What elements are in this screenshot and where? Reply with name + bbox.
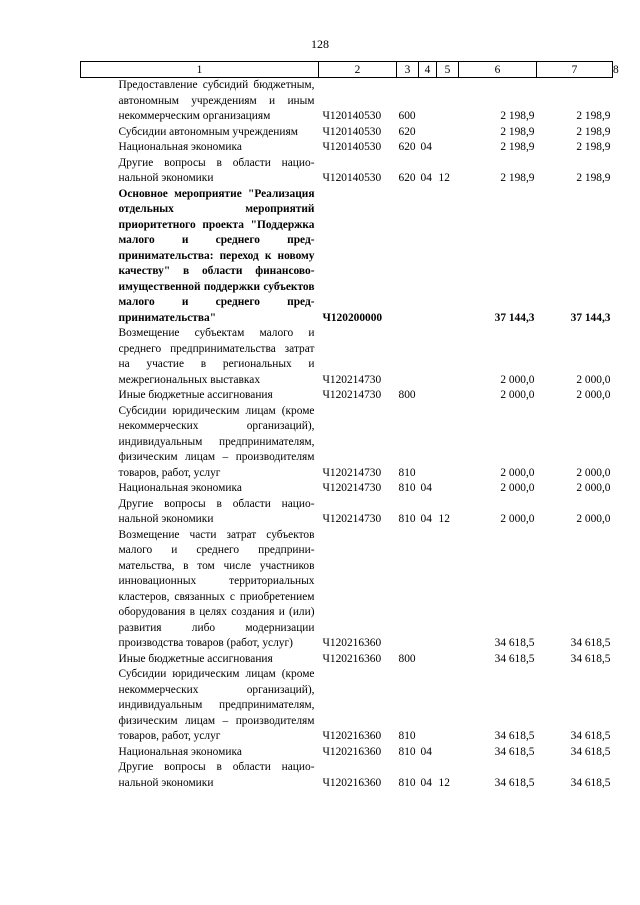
- cell-amount-1: 37 144,3: [494, 311, 535, 324]
- cell-amount-1: 2 000,0: [500, 373, 535, 386]
- cell-expense-type: [397, 528, 419, 652]
- cell-amount-1: 2 198,9: [500, 125, 535, 138]
- cell-amount-2: 2 000,0: [576, 466, 611, 479]
- cell-section: 04: [420, 745, 432, 758]
- cell-name: Другие вопросы в области национальной экономики: [118, 156, 315, 184]
- cell-name: Другие вопросы в области национальной экономики: [118, 761, 315, 789]
- table-row: [81, 78, 613, 125]
- table-row: [81, 156, 613, 187]
- header-col-2: 2: [319, 62, 397, 78]
- cell-target-article: Ч120214730: [322, 466, 382, 479]
- cell-amount-2: 34 618,5: [570, 776, 611, 789]
- cell-amount-2: 34 618,5: [570, 745, 611, 758]
- cell-target-article: Ч120214730: [322, 513, 382, 525]
- page-number: 128: [311, 37, 329, 51]
- table-row: [81, 404, 613, 482]
- header-col-4: 4: [419, 62, 437, 78]
- cell-amount-2: 2 198,9: [576, 172, 611, 184]
- cell-amount-2: 34 618,5: [570, 652, 611, 665]
- cell-section: [419, 125, 437, 141]
- cell-amount-2: 34 618,5: [570, 730, 611, 742]
- cell-target-article: Ч120216360: [322, 652, 382, 665]
- table-header: [81, 62, 619, 78]
- cell-subsection: [437, 388, 459, 404]
- cell-name: Национальная экономика: [118, 745, 242, 758]
- table-row: [81, 497, 613, 528]
- cell-section: [419, 652, 437, 668]
- table-row: [81, 652, 613, 668]
- cell-target-article: Ч120214730: [322, 482, 382, 494]
- cell-subsection: [437, 187, 459, 327]
- cell-section: [419, 528, 437, 652]
- table-row: [81, 667, 613, 745]
- cell-name: Национальная экономика: [118, 141, 242, 153]
- cell-target-article: Ч120216360: [322, 745, 382, 758]
- cell-subsection: [437, 78, 459, 125]
- cell-subsection: [437, 140, 459, 156]
- cell-name: Основное мероприятие "Реализация отдельных мероприятий приоритетного проекта "Поддержка малого и среднего предпринимательства: переход к новому качеству" в области финансово-имущественной поддержки субъектов малого и среднего предпринимательства": [118, 187, 315, 324]
- cell-expense-type: 810: [398, 745, 416, 758]
- cell-expense-type: [397, 187, 419, 327]
- cell-target-article: Ч120214730: [322, 373, 382, 386]
- cell-amount-1: 34 618,5: [494, 652, 535, 665]
- cell-target-article: Ч120216360: [322, 637, 382, 649]
- cell-section: 04: [420, 776, 432, 789]
- cell-amount-1: 34 618,5: [494, 776, 535, 789]
- cell-section: [419, 388, 437, 404]
- cell-section: 04: [420, 141, 432, 153]
- cell-amount-1: 2 000,0: [500, 482, 535, 494]
- cell-subsection: 12: [438, 513, 450, 525]
- table-body: [81, 78, 613, 792]
- table-row: [81, 745, 613, 761]
- cell-section: [419, 187, 437, 327]
- header-col-1: 1: [81, 62, 319, 78]
- cell-subsection: [437, 326, 459, 388]
- cell-amount-2: 37 144,3: [570, 311, 611, 324]
- cell-subsection: 12: [438, 776, 450, 789]
- cell-amount-1: 2 198,9: [500, 110, 535, 122]
- cell-expense-type: 600: [398, 110, 416, 122]
- cell-expense-type: 620: [398, 141, 416, 153]
- cell-name: Другие вопросы в области национальной экономики: [118, 497, 315, 525]
- table-row: [81, 388, 613, 404]
- cell-section: 04: [420, 172, 432, 184]
- cell-target-article: Ч120216360: [322, 776, 382, 789]
- cell-name: Субсидии юридическим лицам (кроме некоммерческих организаций), индивидуальным предпринимателям, физическим лицам – производителям товаров, работ, услуг: [118, 668, 315, 742]
- cell-name: Национальная экономика: [118, 482, 242, 494]
- cell-name: Субсидии автономным учреждениям: [118, 125, 298, 138]
- cell-subsection: [437, 481, 459, 497]
- cell-target-article: Ч120140530: [322, 125, 382, 138]
- cell-name: Иные бюджетные ассигнования: [118, 389, 273, 401]
- cell-subsection: [437, 652, 459, 668]
- table-row: [81, 125, 613, 141]
- cell-target-article: Ч120214730: [322, 389, 382, 401]
- cell-target-article: Ч120140530: [322, 141, 382, 153]
- cell-expense-type: 810: [398, 776, 416, 789]
- cell-amount-2: 2 000,0: [576, 513, 611, 525]
- cell-subsection: [437, 528, 459, 652]
- cell-expense-type: 800: [398, 652, 416, 665]
- header-col-3: 3: [397, 62, 419, 78]
- cell-amount-1: 2 198,9: [500, 141, 535, 153]
- cell-name: Иные бюджетные ассигнования: [118, 652, 273, 665]
- table-row: [81, 481, 613, 497]
- cell-amount-1: 2 198,9: [500, 172, 535, 184]
- cell-section: [419, 326, 437, 388]
- cell-target-article: Ч120200000: [322, 311, 383, 324]
- budget-table: [80, 61, 619, 791]
- cell-expense-type: 620: [398, 172, 416, 184]
- table-row: [81, 326, 613, 388]
- cell-section: 04: [420, 482, 432, 494]
- table-row: [81, 760, 613, 791]
- cell-amount-1: 2 000,0: [500, 389, 535, 401]
- cell-amount-1: 34 618,5: [494, 730, 535, 742]
- table-row: [81, 187, 613, 327]
- cell-subsection: [437, 667, 459, 745]
- header-col-7: 7: [537, 62, 613, 78]
- cell-name: Предоставление субсидий бюджетным, автономным учреждениям и иным некоммерческим организациям: [118, 79, 315, 122]
- cell-amount-2: 2 198,9: [576, 125, 611, 138]
- header-row: 1 2 3 4 5 6 7 8: [81, 62, 613, 78]
- cell-target-article: Ч120216360: [322, 730, 382, 742]
- cell-name: Субсидии юридическим лицам (кроме некоммерческих организаций), индивидуальным предпринимателям, физическим лицам – производителям товаров, работ, услуг: [118, 404, 315, 479]
- cell-expense-type: 620: [398, 125, 416, 138]
- cell-name: Возмещение части затрат субъектов малого и среднего предпринимательства, в том числе участников инновационных территориальных кластеров, связанных с приобретением оборудования в целях создания и (или) развития либо модернизации производства товаров (работ, услуг): [118, 528, 315, 649]
- cell-section: 04: [420, 513, 432, 525]
- cell-section: [419, 78, 437, 125]
- cell-amount-1: 34 618,5: [494, 637, 535, 649]
- cell-amount-1: 2 000,0: [500, 513, 535, 525]
- header-col-5: 5: [437, 62, 459, 78]
- cell-expense-type: [397, 326, 419, 388]
- header-col-6: 6: [459, 62, 537, 78]
- cell-name: Возмещение субъектам малого и среднего предпринимательства затрат на участие в региональных и межрегиональных выставках: [118, 327, 315, 386]
- cell-section: [419, 404, 437, 482]
- cell-amount-2: 34 618,5: [570, 637, 611, 649]
- cell-expense-type: 810: [398, 482, 416, 494]
- cell-subsection: [437, 404, 459, 482]
- table-row: [81, 140, 613, 156]
- cell-amount-1: 2 000,0: [500, 466, 535, 479]
- cell-amount-1: 34 618,5: [494, 745, 535, 758]
- cell-subsection: [437, 745, 459, 761]
- cell-expense-type: 800: [398, 389, 416, 401]
- cell-expense-type: 810: [398, 730, 416, 742]
- cell-amount-2: 2 198,9: [576, 141, 611, 153]
- table-row: [81, 528, 613, 652]
- cell-expense-type: 810: [398, 466, 416, 479]
- cell-expense-type: 810: [398, 513, 416, 525]
- cell-amount-2: 2 000,0: [576, 373, 611, 386]
- cell-amount-2: 2 000,0: [576, 389, 611, 401]
- cell-target-article: Ч120140530: [322, 172, 382, 184]
- cell-amount-2: 2 000,0: [576, 482, 611, 494]
- cell-section: [419, 667, 437, 745]
- cell-subsection: 12: [438, 172, 450, 184]
- cell-amount-2: 2 198,9: [576, 110, 611, 122]
- cell-subsection: [437, 125, 459, 141]
- cell-target-article: Ч120140530: [322, 110, 382, 122]
